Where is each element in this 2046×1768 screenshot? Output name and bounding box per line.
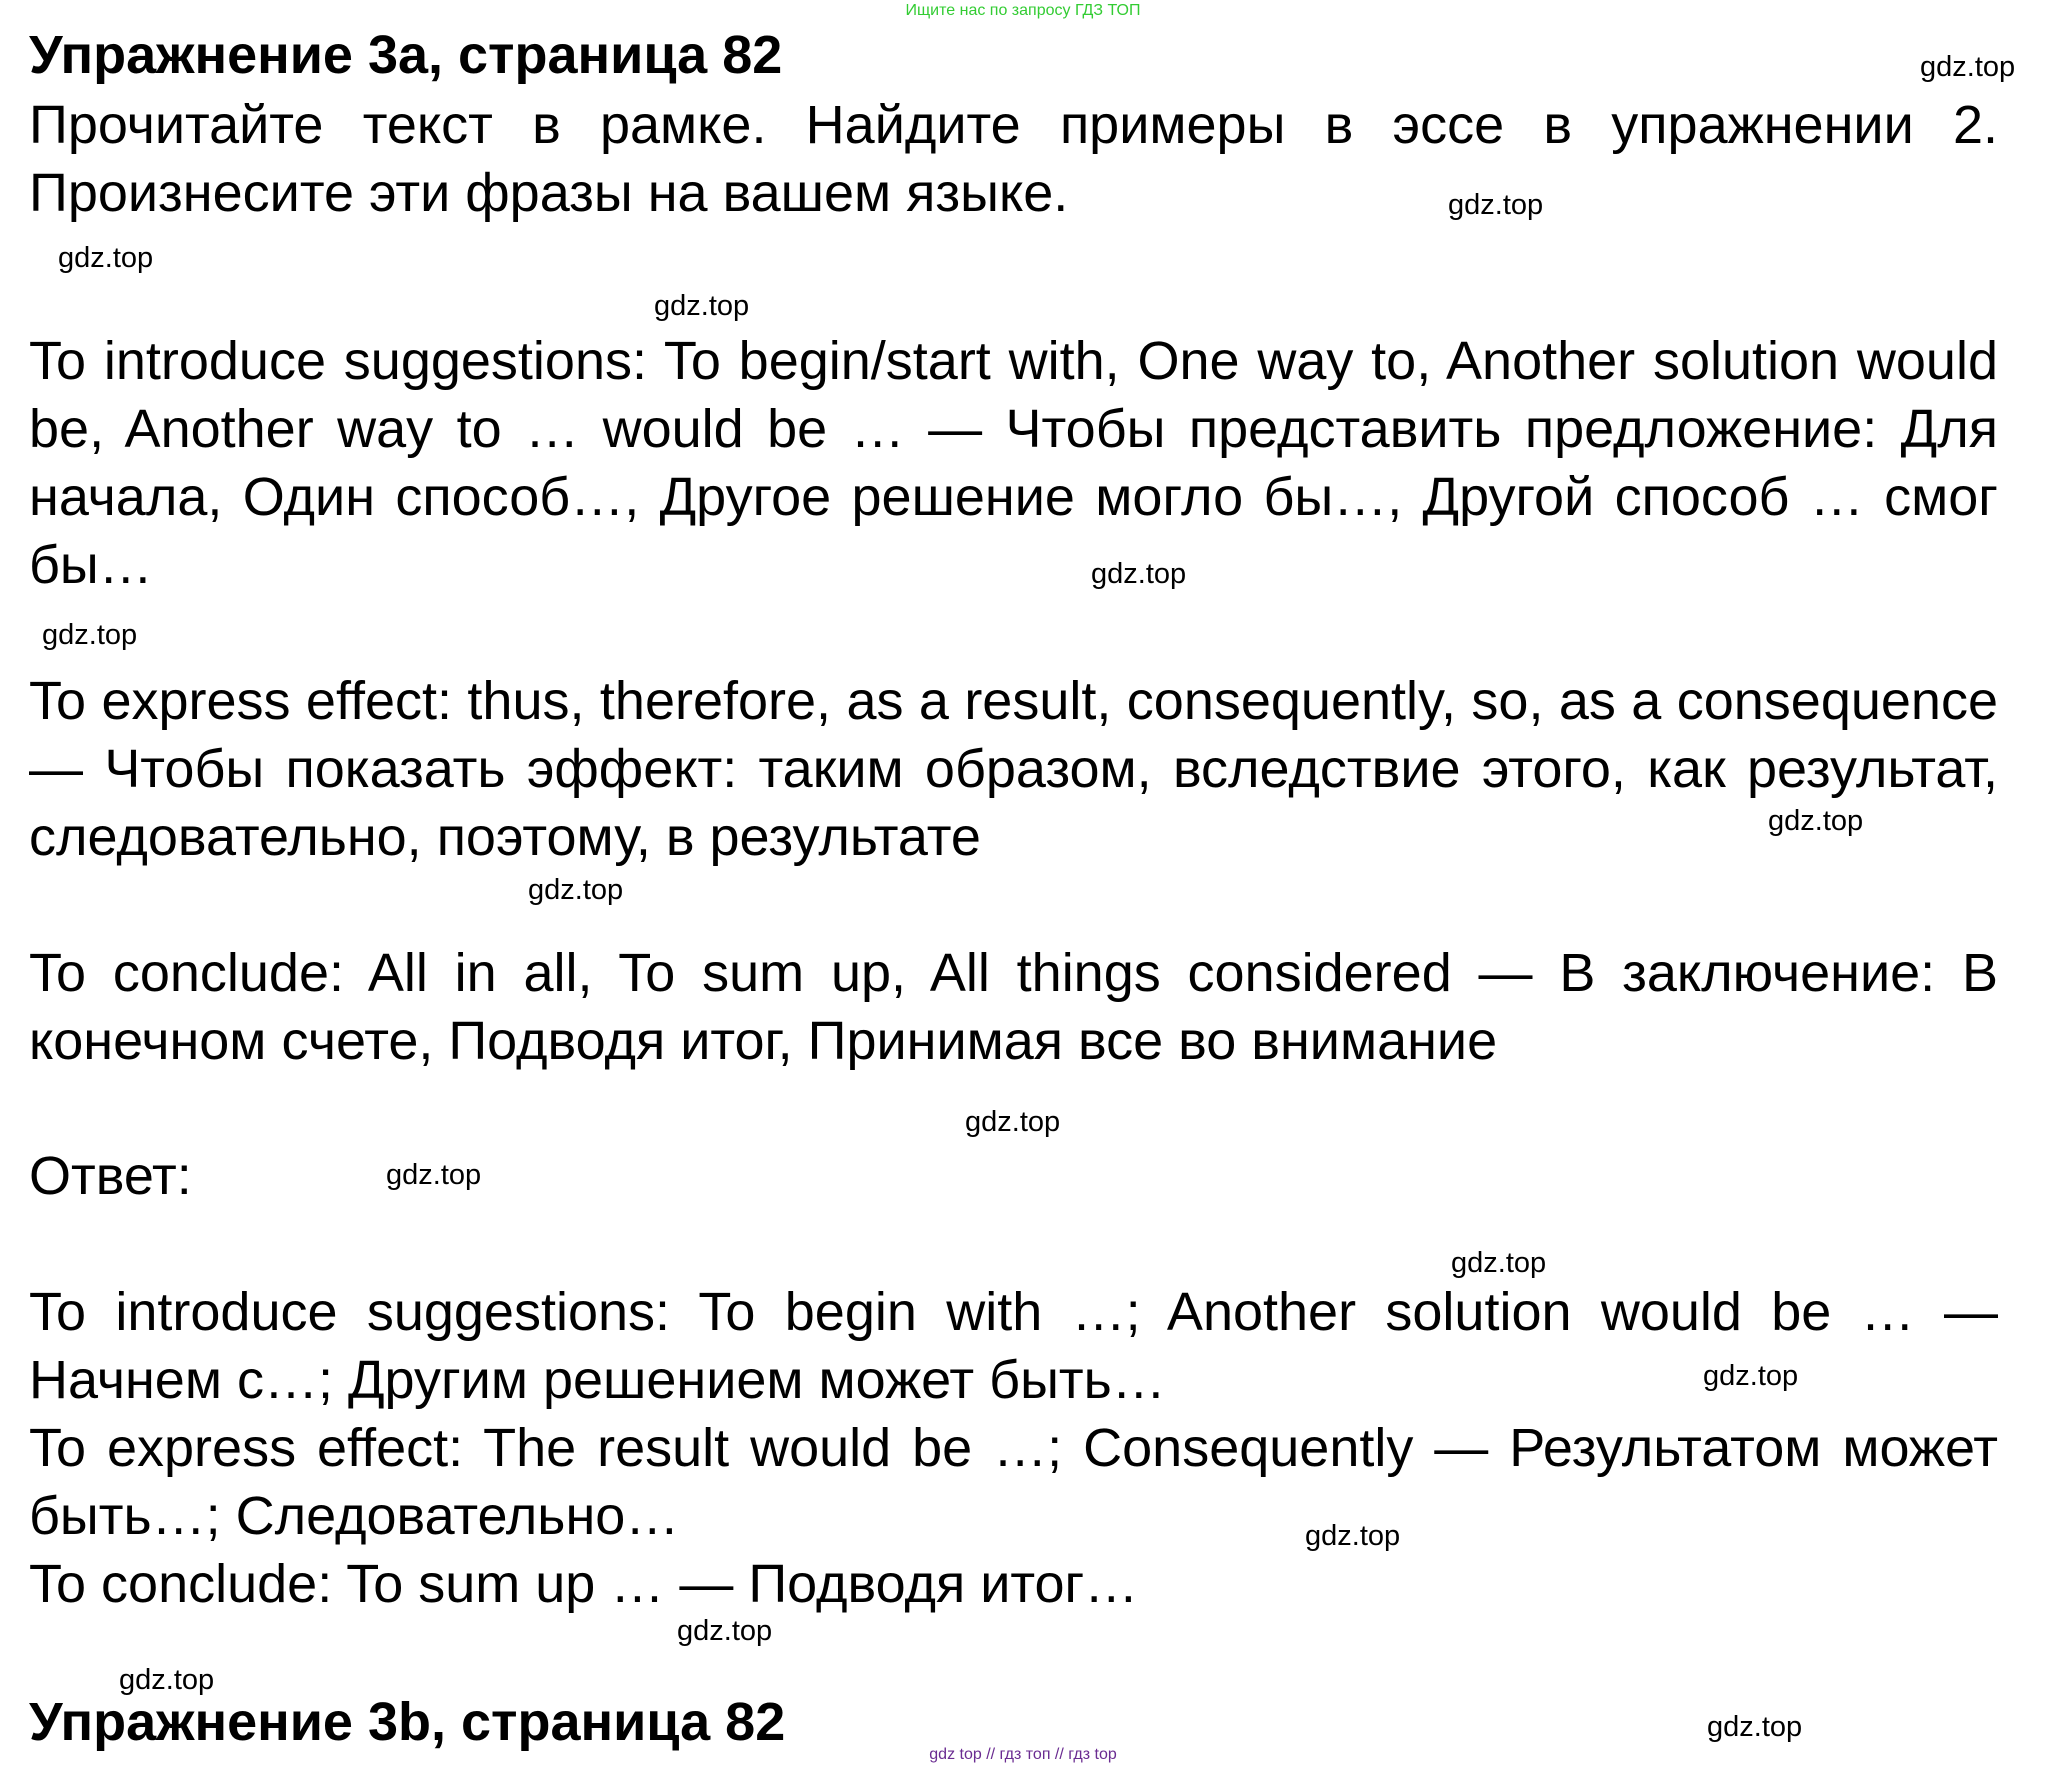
box-effect-text: To express effect: thus, therefore, as a result, consequently, so, as a consequence — Чтобы показать эффект: таким образом, вследствие этого, как результат, следовательно, поэтому, в результате [29,671,1998,867]
answer-label: Ответ: [29,1146,192,1206]
answer-effect: To express effect: The result would be …; Consequently — Результатом может быть…; Следовательно… [29,1418,1998,1546]
watermark: gdz.top [1703,1360,1799,1392]
watermark: gdz.top [1707,1711,1803,1743]
box-conclude-text: To conclude: All in all, To sum up, All things considered — В заключение: В конечном счете, Подводя итог, Принимая все во внимание [29,943,1998,1071]
watermark: gdz.top [119,1664,215,1696]
answer-conclude: To conclude: To sum up … — Подводя итог… [29,1554,1139,1614]
watermark: gdz.top [42,619,138,651]
watermark: gdz.top [1920,51,2016,83]
watermark: gdz.top [677,1615,773,1647]
watermark: gdz.top [386,1159,482,1191]
top-banner: Ищите нас по запросу ГДЗ ТОП [905,2,1141,19]
watermark: gdz.top [1091,558,1187,590]
watermark: gdz.top [528,874,624,906]
watermark: gdz.top [654,290,750,322]
bottom-banner: gdz top // гдз топ // гдз top [929,1746,1117,1763]
exercise-3a-title: Упражнение 3a, страница 82 [29,25,783,85]
watermark: gdz.top [1305,1520,1401,1552]
box-suggestions-text: To introduce suggestions: To begin/start with, One way to, Another solution would be, Another way to … would be … — Чтобы представить предложение: Для начала, Один способ…, Другое решение могло бы…, Другой способ … смог бы… [29,331,1998,595]
watermark: gdz.top [1448,189,1544,221]
watermark: gdz.top [58,242,154,274]
exercise-3b-title: Упражнение 3b, страница 82 [29,1692,786,1752]
watermark: gdz.top [1768,805,1864,837]
answer-suggestions: To introduce suggestions: To begin with …; Another solution would be … — Начнем с…; Другим решением может быть… [29,1282,1998,1410]
watermark: gdz.top [1451,1247,1547,1279]
watermark: gdz.top [965,1106,1061,1138]
exercise-task-text: Прочитайте текст в рамке. Найдите примеры в эссе в упражнении 2. Произнесите эти фразы на вашем языке. [29,95,1998,223]
